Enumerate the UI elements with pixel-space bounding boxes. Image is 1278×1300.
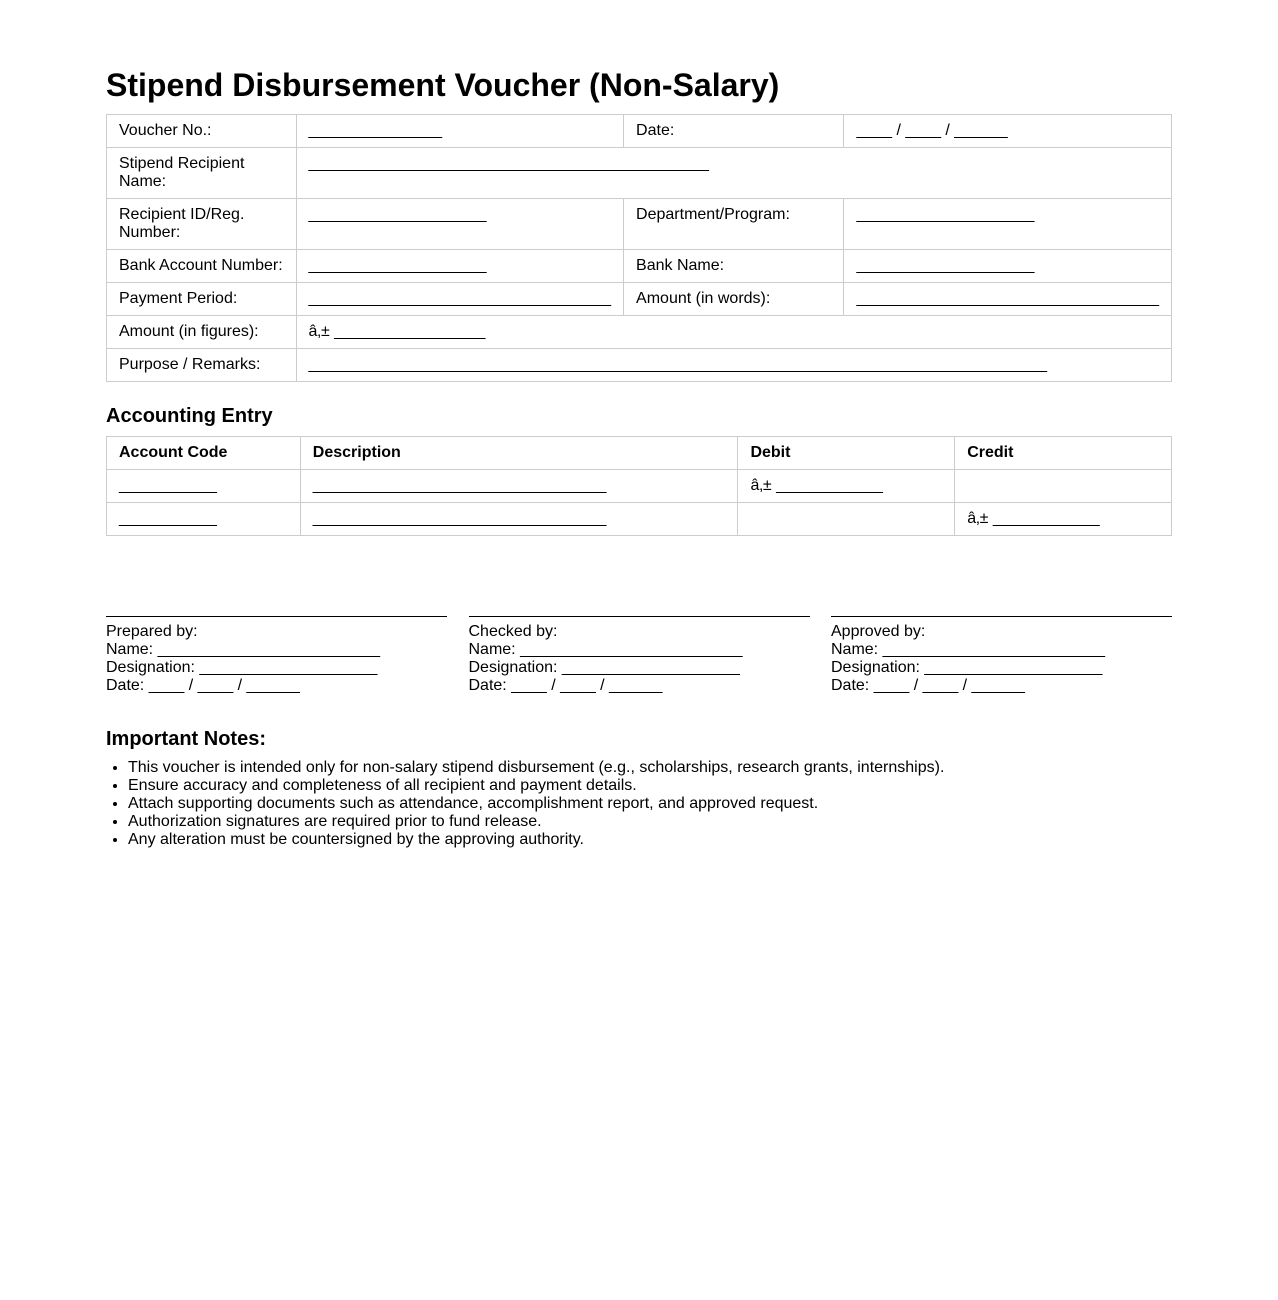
purpose-field[interactable]: ___________________________________________________________________________________: [296, 349, 1172, 382]
voucher-info-table: [106, 114, 1172, 382]
signature-name[interactable]: Name: _________________________: [468, 641, 743, 658]
recipient-name-field[interactable]: _____________________________________________: [296, 148, 1172, 199]
bank-account-field[interactable]: ____________________: [296, 250, 624, 283]
signature-designation[interactable]: Designation: ____________________: [106, 659, 378, 676]
bank-name-label: Bank Name:: [624, 250, 844, 283]
accounting-header-row: [107, 437, 1172, 470]
header-debit: Debit: [738, 437, 955, 470]
signature-section: [106, 616, 1172, 695]
signature-role: Checked by:: [468, 623, 558, 640]
signature-role: Approved by:: [831, 623, 926, 640]
list-item: • Any alteration must be countersigned by the approving authority.: [128, 831, 1172, 849]
credit-cell[interactable]: â‚± ____________: [955, 503, 1172, 536]
credit-cell[interactable]: [955, 470, 1172, 503]
signature-block-prepared: [106, 616, 447, 695]
department-field[interactable]: ____________________: [844, 199, 1172, 250]
signature-designation[interactable]: Designation: ____________________: [468, 659, 740, 676]
description-cell[interactable]: _________________________________: [300, 503, 738, 536]
signature-role: Prepared by:: [106, 623, 198, 640]
recipient-name-label: Stipend Recipient Name:: [107, 148, 297, 199]
signature-line[interactable]: [469, 616, 810, 617]
signature-line[interactable]: [106, 616, 447, 617]
voucher-no-field[interactable]: _______________: [296, 115, 624, 148]
amount-words-field[interactable]: __________________________________: [844, 283, 1172, 316]
accounting-heading: Accounting Entry: [106, 405, 273, 427]
account-code-cell[interactable]: ___________: [107, 503, 301, 536]
payment-period-field[interactable]: __________________________________: [296, 283, 624, 316]
description-cell[interactable]: _________________________________: [300, 470, 738, 503]
debit-cell[interactable]: â‚± ____________: [738, 470, 955, 503]
voucher-no-label: Voucher No.:: [107, 115, 297, 148]
recipient-id-label: Recipient ID/Reg. Number:: [107, 199, 297, 250]
list-item: • Ensure accuracy and completeness of all recipient and payment details.: [128, 777, 1172, 795]
signature-name[interactable]: Name: _________________________: [831, 641, 1106, 658]
recipient-id-field[interactable]: ____________________: [296, 199, 624, 250]
signature-block-approved: [831, 616, 1172, 695]
amount-figures-label: Amount (in figures):: [107, 316, 297, 349]
list-item: • This voucher is intended only for non-salary stipend disbursement (e.g., scholarships, research grants, internships).: [128, 759, 1172, 777]
signature-date[interactable]: Date: ____ / ____ / ______: [831, 677, 1025, 694]
notes-heading: Important Notes:: [106, 728, 266, 750]
table-row: [107, 503, 1172, 536]
page-title: Stipend Disbursement Voucher (Non-Salary): [106, 67, 780, 103]
bank-account-label: Bank Account Number:: [107, 250, 297, 283]
signature-designation[interactable]: Designation: ____________________: [831, 659, 1103, 676]
purpose-label: Purpose / Remarks:: [107, 349, 297, 382]
signature-line[interactable]: [831, 616, 1172, 617]
debit-cell[interactable]: [738, 503, 955, 536]
header-credit: Credit: [955, 437, 1172, 470]
table-row: [107, 470, 1172, 503]
account-code-cell[interactable]: ___________: [107, 470, 301, 503]
header-account-code: Account Code: [107, 437, 301, 470]
list-item: • Authorization signatures are required prior to fund release.: [128, 813, 1172, 831]
amount-figures-field[interactable]: â‚± _________________: [296, 316, 1172, 349]
list-item: • Attach supporting documents such as attendance, accomplishment report, and approved request.: [128, 795, 1172, 813]
date-field[interactable]: ____ / ____ / ______: [844, 115, 1172, 148]
accounting-table: [106, 436, 1172, 536]
date-label: Date:: [624, 115, 844, 148]
notes-list: [106, 759, 1172, 849]
signature-date[interactable]: Date: ____ / ____ / ______: [106, 677, 300, 694]
payment-period-label: Payment Period:: [107, 283, 297, 316]
signature-date[interactable]: Date: ____ / ____ / ______: [468, 677, 663, 694]
amount-words-label: Amount (in words):: [624, 283, 844, 316]
signature-block-checked: [469, 616, 810, 695]
department-label: Department/Program:: [624, 199, 844, 250]
header-description: Description: [300, 437, 738, 470]
bank-name-field[interactable]: ____________________: [844, 250, 1172, 283]
signature-name[interactable]: Name: _________________________: [106, 641, 381, 658]
